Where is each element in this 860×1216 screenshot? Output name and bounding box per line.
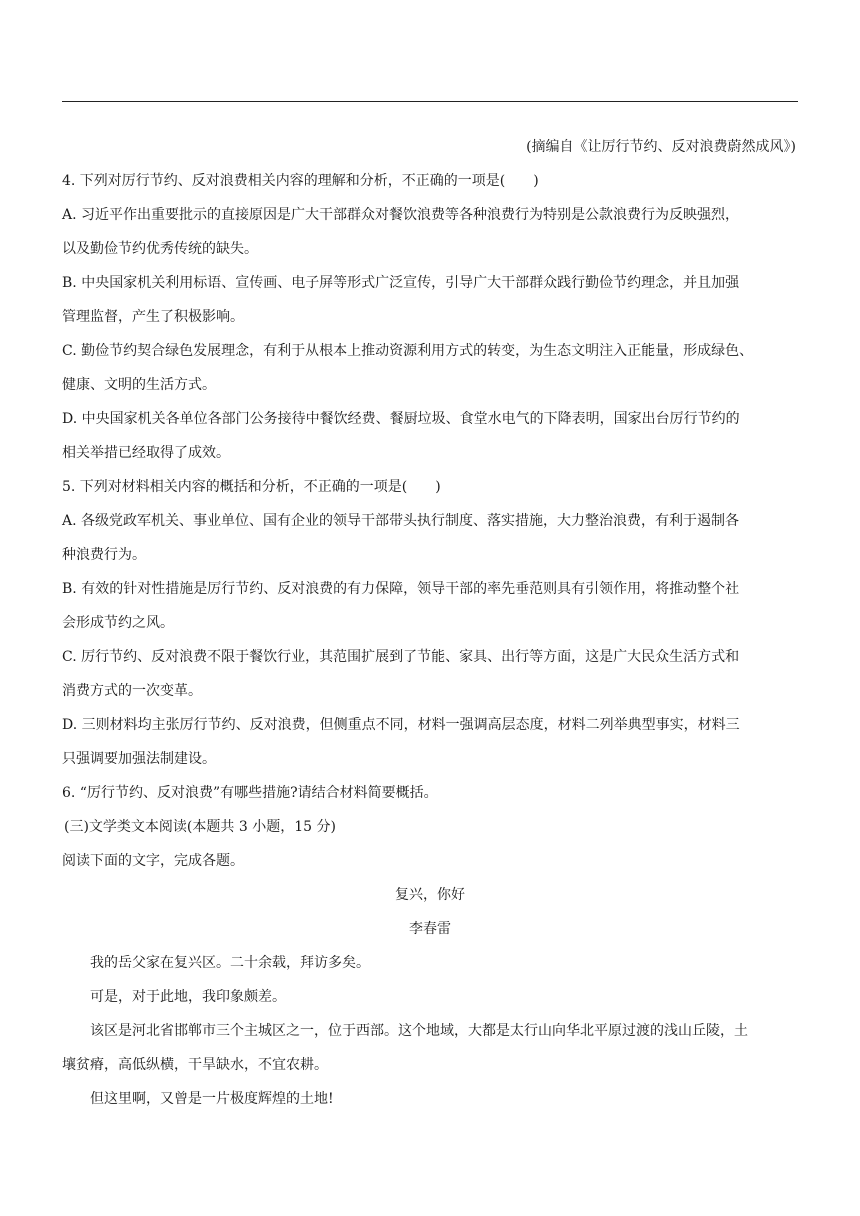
header-rule bbox=[62, 101, 798, 102]
question-5-stem: 5. 下列对材料相关内容的概括和分析，不正确的一项是( ) bbox=[62, 479, 441, 495]
question-5-option-b-line-2: 会形成节约之风。 bbox=[62, 615, 174, 631]
article-paragraph-3-line-1: 该区是河北省邯郸市三个主城区之一，位于西部。这个地域，大都是太行山向华北平原过渡的浅山丘陵，土 bbox=[90, 1023, 748, 1039]
section-instruction: 阅读下面的文字，完成各题。 bbox=[62, 853, 244, 869]
question-4-option-b-line-1: B. 中央国家机关利用标语、宣传画、电子屏等形式广泛宣传，引导广大干部群众践行勤俭节约理念，并且加强 bbox=[62, 275, 740, 291]
question-4-option-d-line-1: D. 中央国家机关各单位各部门公务接待中餐饮经费、餐厨垃圾、食堂水电气的下降表明，国家出台厉行节约的 bbox=[62, 411, 740, 427]
section-3 bbox=[62, 810, 798, 1116]
question-5-option-c-line-2: 消费方式的一次变革。 bbox=[62, 683, 202, 699]
question-4-option-a-line-1: A. 习近平作出重要批示的直接原因是广大干部群众对餐饮浪费等各种浪费行为特别是公款浪费行为反映强烈， bbox=[62, 207, 740, 223]
section-heading: (三)文学类文本阅读(本题共 3 小题，15 分) bbox=[64, 819, 336, 835]
question-5-option-d-line-1: D. 三则材料均主张厉行节约、反对浪费，但侧重点不同，材料一强调高层态度，材料二列举典型事实，材料三 bbox=[62, 717, 740, 733]
question-4-option-a-line-2: 以及勤俭节约优秀传统的缺失。 bbox=[62, 241, 258, 257]
question-5-option-d-line-2: 只强调要加强法制建设。 bbox=[62, 751, 216, 767]
source-note: (摘编自《让厉行节约、反对浪费蔚然成风》) bbox=[526, 139, 796, 155]
question-4-option-c-line-2: 健康、文明的生活方式。 bbox=[62, 377, 216, 393]
question-5 bbox=[62, 470, 798, 776]
question-5-option-a-line-2: 种浪费行为。 bbox=[62, 547, 146, 563]
article-paragraph-1: 我的岳父家在复兴区。二十余载，拜访多矣。 bbox=[90, 955, 370, 971]
question-4-option-d-line-2: 相关举措已经取得了成效。 bbox=[62, 445, 230, 461]
question-5-option-c-line-1: C. 厉行节约、反对浪费不限于餐饮行业，其范围扩展到了节能、家具、出行等方面，这是广大民众生活方式和 bbox=[62, 649, 740, 665]
question-5-option-a-line-1: A. 各级党政军机关、事业单位、国有企业的领导干部带头执行制度、落实措施，大力整治浪费，有利于遏制各 bbox=[62, 513, 740, 529]
article-title: 复兴，你好 bbox=[395, 887, 465, 903]
question-5-option-b-line-1: B. 有效的针对性措施是厉行节约、反对浪费的有力保障，领导干部的率先垂范则具有引领作用，将推动整个社 bbox=[62, 581, 740, 597]
document-body bbox=[62, 130, 798, 1116]
article-paragraph-2: 可是，对于此地，我印象颇差。 bbox=[90, 989, 286, 1005]
question-6: 6. “厉行节约、反对浪费”有哪些措施?请结合材料简要概括。 bbox=[62, 785, 438, 801]
article-author: 李春雷 bbox=[409, 921, 451, 937]
question-4-stem: 4. 下列对厉行节约、反对浪费相关内容的理解和分析，不正确的一项是( ) bbox=[62, 173, 539, 189]
question-4-option-c-line-1: C. 勤俭节约契合绿色发展理念，有利于从根本上推动资源利用方式的转变，为生态文明注入正能量，形成绿色、 bbox=[62, 343, 754, 359]
article-paragraph-4: 但这里啊，又曾是一片极度辉煌的土地! bbox=[90, 1091, 334, 1107]
article-paragraph-3-line-2: 壤贫瘠，高低纵横，干旱缺水，不宜农耕。 bbox=[62, 1057, 328, 1073]
question-4-option-b-line-2: 管理监督，产生了积极影响。 bbox=[62, 309, 244, 325]
question-4 bbox=[62, 164, 798, 470]
